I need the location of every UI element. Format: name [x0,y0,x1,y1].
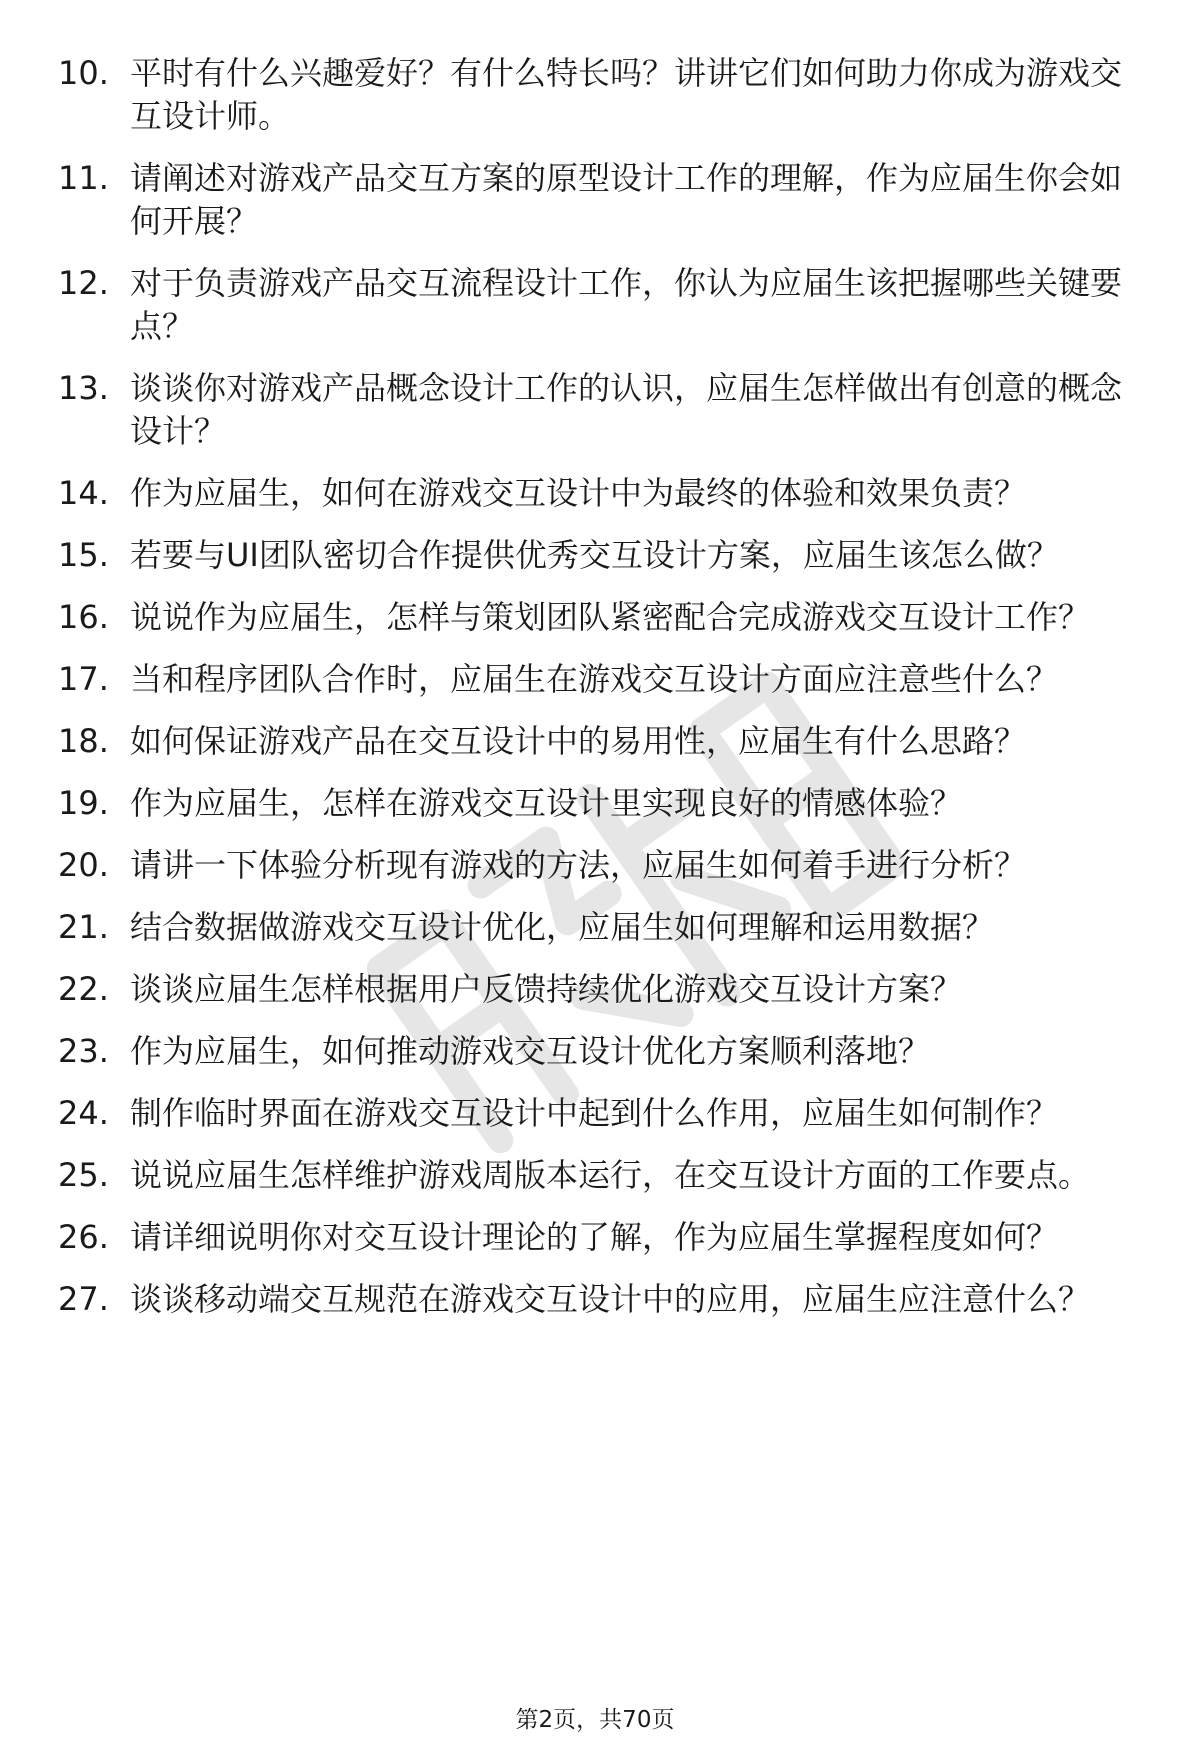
question-list [58,52,1148,1340]
question-number: 18. [58,722,109,760]
question-number: 15. [58,536,109,574]
question-number: 27. [58,1280,109,1318]
question-number: 13. [58,369,109,407]
question-item [58,1154,1148,1197]
question-number: 12. [58,264,109,302]
question-text: 谈谈移动端交互规范在游戏交互设计中的应用，应届生应注意什么？ [130,1280,1091,1318]
question-item [58,968,1148,1011]
question-number: 23. [58,1032,109,1070]
question-number: 17. [58,660,109,698]
question-item [58,1030,1148,1073]
question-number: 24. [58,1094,109,1132]
question-number: 22. [58,970,109,1008]
question-text: 请阐述对游戏产品交互方案的原型设计工作的理解，作为应届生你会如何开展？ [130,159,1123,240]
question-item [58,720,1148,763]
question-text: 请讲一下体验分析现有游戏的方法，应届生如何着手进行分析？ [130,846,1027,884]
question-text: 结合数据做游戏交互设计优化，应届生如何理解和运用数据？ [130,908,995,946]
question-number: 11. [58,159,109,197]
question-number: 21. [58,908,109,946]
question-text: 说说作为应届生，怎样与策划团队紧密配合完成游戏交互设计工作？ [130,598,1091,636]
question-item [58,157,1148,243]
question-item [58,1092,1148,1135]
question-number: 25. [58,1156,109,1194]
question-item [58,367,1148,453]
question-text: 作为应届生，如何在游戏交互设计中为最终的体验和效果负责？ [130,474,1027,512]
question-text: 作为应届生，如何推动游戏交互设计优化方案顺利落地？ [130,1032,931,1070]
question-item [58,1278,1148,1321]
question-text: 若要与UI团队密切合作提供优秀交互设计方案，应届生该怎么做？ [130,536,1059,574]
question-number: 10. [58,54,109,92]
question-item [58,906,1148,949]
question-item [58,1216,1148,1259]
question-number: 26. [58,1218,109,1256]
question-text: 说说应届生怎样维护游戏周版本运行，在交互设计方面的工作要点。 [130,1156,1091,1194]
question-item [58,262,1148,348]
question-item [58,534,1148,577]
question-item [58,844,1148,887]
question-text: 谈谈你对游戏产品概念设计工作的认识，应届生怎样做出有创意的概念设计？ [130,369,1123,450]
question-number: 14. [58,474,109,512]
question-item [58,782,1148,825]
page-footer [0,1705,1190,1735]
question-item [58,52,1148,138]
question-text: 请详细说明你对交互设计理论的了解，作为应届生掌握程度如何？ [130,1218,1059,1256]
page-number-label: 第2页，共70页 [515,1707,675,1733]
question-text: 如何保证游戏产品在交互设计中的易用性，应届生有什么思路？ [130,722,1027,760]
question-text: 作为应届生，怎样在游戏交互设计里实现良好的情感体验？ [130,784,963,822]
question-text: 对于负责游戏产品交互流程设计工作，你认为应届生该把握哪些关键要点？ [130,264,1123,345]
question-number: 20. [58,846,109,884]
question-number: 16. [58,598,109,636]
question-text: 当和程序团队合作时，应届生在游戏交互设计方面应注意些什么？ [130,660,1059,698]
question-text: 制作临时界面在游戏交互设计中起到什么作用，应届生如何制作？ [130,1094,1059,1132]
question-number: 19. [58,784,109,822]
question-item [58,596,1148,639]
question-item [58,472,1148,515]
question-item [58,658,1148,701]
question-text: 谈谈应届生怎样根据用户反馈持续优化游戏交互设计方案？ [130,970,963,1008]
question-text: 平时有什么兴趣爱好？有什么特长吗？讲讲它们如何助力你成为游戏交互设计师。 [130,54,1123,135]
